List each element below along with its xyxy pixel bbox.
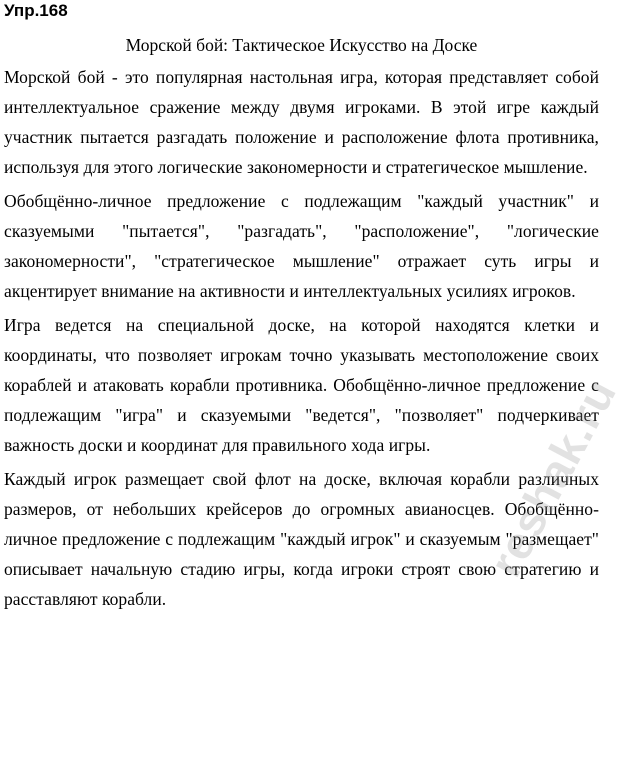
exercise-label: Упр.168: [4, 1, 68, 20]
paragraph-1: Морской бой - это популярная настольная игра, которая представляет собой интеллектуальное сражение между двумя игроками. В этой игре каждый участник пытается разгадать положение и расположение флота противника, используя для этого логические закономерности и стратегическое мышление.: [4, 67, 599, 177]
paragraph-2: Обобщённо-личное предложение с подлежащим "каждый участник" и сказуемыми "пытается", "разгадать", "расположение", "логические закономерности", "стратегическое мышление" отражает суть игры и акцентирует внимание на активности и интеллектуальных усилиях игроков.: [4, 191, 599, 301]
paragraph-4: Каждый игрок размещает свой флот на доске, включая корабли различных размеров, от небольших крейсеров до огромных авианосцев. Обобщённо-личное предложение с подлежащим "каждый игрок" и сказуемым "размещает" описывает начальную стадию игры, когда игроки строят свою стратегию и расставляют корабли.: [4, 469, 599, 609]
watermark: reshak.ru: [478, 369, 627, 585]
document-title: Морской бой: Тактическое Искусство на Доске: [125, 35, 478, 55]
paragraph-3: Игра ведется на специальной доске, на которой находятся клетки и координаты, что позволяет игрокам точно указывать местоположение своих кораблей и атаковать корабли противника. Обобщённо-личное предложение с подлежащим "игра" и сказуемыми "ведется", "позволяет" подчеркивает важность доски и координат для правильного хода игры.: [4, 315, 599, 455]
